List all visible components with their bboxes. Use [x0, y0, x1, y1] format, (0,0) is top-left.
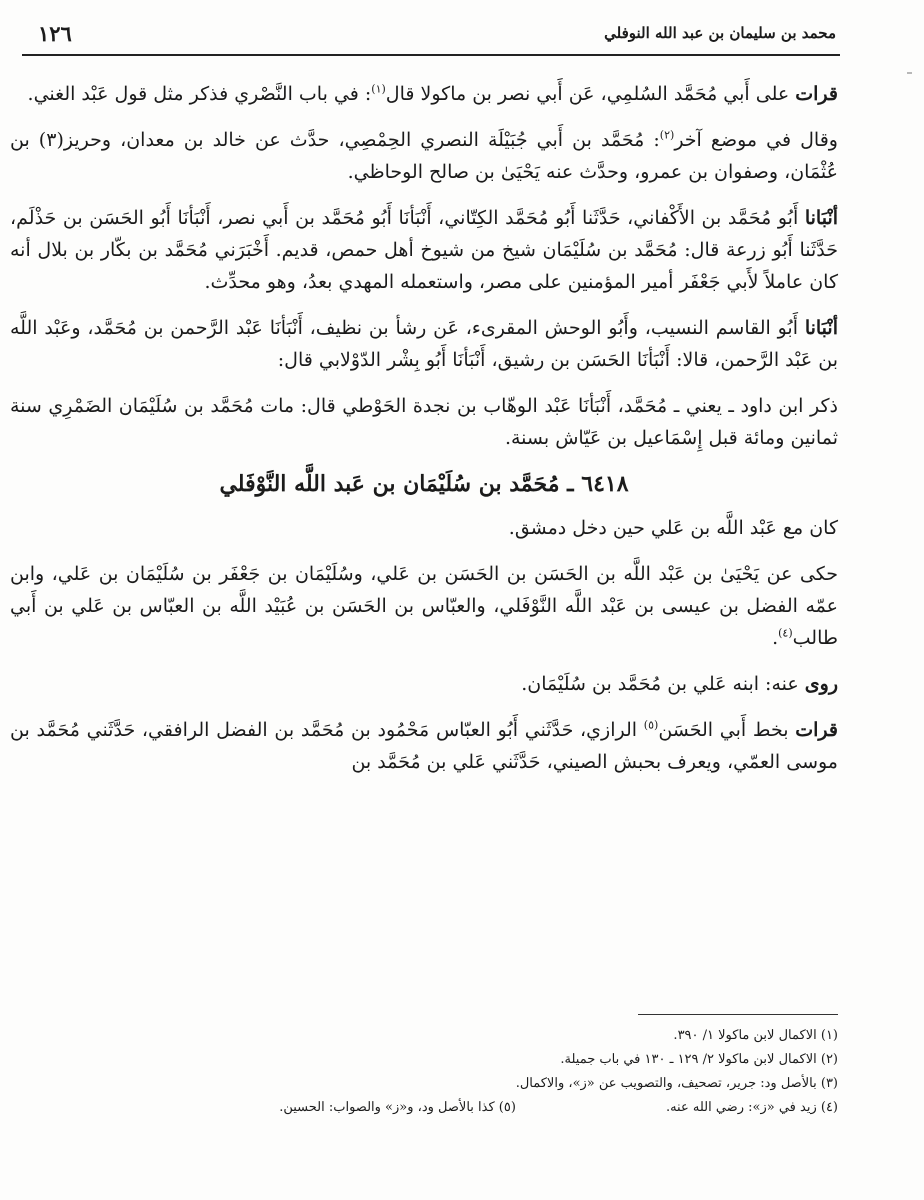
- paragraph-text: عنه: ابنه عَلي بن مُحَمَّد بن سُلَيْمَان.: [521, 673, 799, 695]
- footnote-ref: (٥): [643, 718, 659, 732]
- footnotes: [18, 1024, 838, 1120]
- footnote-4: (٤) زيد في «ز»: رضي الله عنه.: [665, 1100, 838, 1115]
- paragraph-lead-word: قرات: [795, 719, 838, 741]
- footnote-row-pair: [18, 1096, 838, 1120]
- footnote-ref: (٢): [659, 128, 675, 142]
- paragraph-lead-word: روى: [804, 673, 838, 695]
- main-text: [10, 78, 838, 792]
- header-rule: [22, 54, 840, 56]
- paragraph: [10, 124, 838, 188]
- paragraph: [10, 714, 838, 778]
- paragraph: [10, 390, 838, 454]
- footnote-5: (٥) كذا بالأصل ود، و«ز» والصواب: الحسين.: [279, 1100, 516, 1115]
- paragraph-lead-word: أنْبَانا: [804, 317, 838, 339]
- paragraph: [10, 312, 838, 376]
- scan-speck: [907, 72, 912, 74]
- paragraph-text: على أَبي مُحَمَّد السُلمِي، عَن أَبي نصر بن ماكولا قال: [385, 83, 790, 105]
- footnote-3: (٣) بالأصل ود: جرير، تصحيف، والتصويب عن «ز»، والاكمال.: [515, 1076, 838, 1091]
- paragraph-tail: الرازي، حَدَّثَني أَبُو العبّاس مَحْمُود بن مُحَمَّد بن الفضل الرافقي، حَدَّثَني مُحَمَّد بن موسى العمّي، ويعرف بحبش الصيني، حَدَّثَني عَلي بن مُحَمَّد بن: [10, 719, 838, 773]
- paragraph: [10, 668, 838, 700]
- footnote-1: (١) الاكمال لابن ماكولا ١/ ٣٩٠.: [673, 1028, 838, 1043]
- footnote-rule: [638, 1014, 838, 1015]
- footnote-2: (٢) الاكمال لابن ماكولا ٢/ ١٢٩ ـ ١٣٠ في باب جميلة.: [560, 1052, 838, 1067]
- paragraph-lead-word: قرات: [795, 83, 838, 105]
- paragraph-text: ذكر ابن داود ـ يعني ـ مُحَمَّد، أَنْبَأنَا عَبْد الوهّاب بن نجدة الحَوْطي قال: مات مُحَمَّد بن سُلَيْمَان الضَمْرِي سنة ثمانين ومائة قبل إِسْمَاعيل بن عَيّاش بسنة.: [10, 395, 838, 449]
- running-header: [38, 18, 836, 48]
- header-title: محمد بن سليمان بن عبد الله النوفلي: [604, 24, 836, 42]
- paragraph-text: وقال في موضع آخر: [674, 129, 838, 151]
- paragraph-tail: : مُحَمَّد بن أَبي جُبَيْلَة النصري الحِمْصِي، حدَّث عن خالد بن معدان، وحريز(٣) بن عُثْمَان، وصفوان بن عمرو، وحدَّث عنه يَحْيَىٰ بن صالح الوحاظي.: [10, 129, 838, 183]
- paragraph-lead-word: أنْبَانا: [804, 207, 839, 229]
- paragraph: [10, 78, 838, 110]
- paragraph: [10, 512, 838, 544]
- paragraph-tail: : في باب النَّصْري فذكر مثل قول عَبْد الغني.: [27, 83, 372, 105]
- paragraph: [10, 202, 838, 298]
- footnote-ref: (٤): [778, 626, 793, 640]
- paragraph-tail: .: [772, 627, 779, 649]
- paragraph-text: أَبُو مُحَمَّد بن الأَكْفاني، حَدَّثَنا أَبُو مُحَمَّد الكِتّاني، أَنْبَأنَا أَبُو مُحَمَّد بن أَبي نصر، أَنْبَأنَا أَبُو الحَسَن بن حَذْلَم، حَدَّثَنا أَبُو زرعة قال: مُحَمَّد بن سُلَيْمَان شيخ من شيوخ أهل حمص، قديم. أَخْبَرَني مُحَمَّد بن بكّار بن بلال أنه كان عاملاً لأَبي جَعْفَر أمير المؤمنين على مصر، واستعمله المهدي بعدُ، وهو محدِّث.: [10, 207, 838, 293]
- paragraph-text: أَبُو القاسم النسيب، وأَبُو الوحش المقرىء، عَن رشأ بن نظيف، أَنْبَأنَا عَبْد الرَّحمن بن مُحَمَّد، وعَبْد اللَّه بن عَبْد الرَّحمن، قالا: أَنْبَأنَا الحَسَن بن رشيق، أَنْبَأنَا أَبُو بِشْر الدّوْلابي قال:: [10, 317, 838, 371]
- paragraph: [10, 558, 838, 654]
- paragraph-text: كان مع عَبْد اللَّه بن عَلي حين دخل دمشق.: [508, 517, 838, 539]
- entry-heading: ٦٤١٨ ـ مُحَمَّد بن سُلَيْمَان بن عَبد اللَّه النَّوْفَلي: [219, 471, 629, 497]
- paragraph-text: حكى عن يَحْيَىٰ بن عَبْد اللَّه بن الحَسَن بن الحَسَن بن عَلي، وسُلَيْمَان بن جَعْفَر بن سُلَيْمَان بن عَلي، وابن عمّه الفضل بن عيسى بن عَبْد اللَّه النَّوْفَلي، والعبّاس بن الحَسَن بن عُبَيْد اللَّه بن العبّاس بن عَلي بن أَبي طالب: [10, 563, 838, 649]
- page-number: ١٢٦: [38, 20, 72, 46]
- footnote-ref: (١): [371, 82, 386, 96]
- paragraph-text: بخط أَبي الحَسَن: [658, 719, 789, 741]
